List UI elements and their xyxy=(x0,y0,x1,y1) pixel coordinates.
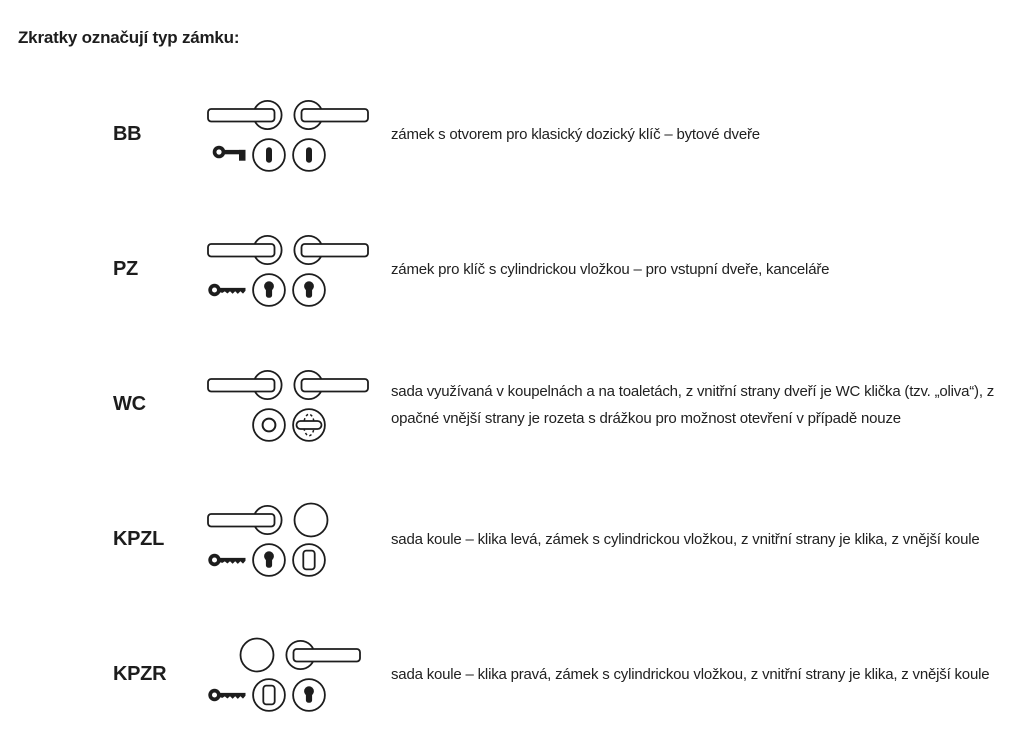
lock-type-row xyxy=(0,607,1011,732)
keyhole-icon-row xyxy=(208,678,391,712)
lever-handle-right-icon xyxy=(293,234,369,266)
lock-type-row xyxy=(0,472,1011,607)
lock-type-row xyxy=(0,67,1011,202)
lock-type-description: sada koule – klika pravá, zámek s cylindrickou vložkou, z vnitřní strany je klika, z vnější koule xyxy=(391,666,990,683)
legend xyxy=(0,67,1011,732)
lock-icons xyxy=(205,637,391,712)
handle-icon-row xyxy=(207,367,391,403)
handle-icon-row xyxy=(207,97,391,133)
lock-type-code: WC xyxy=(113,393,146,415)
lock-icons xyxy=(205,502,391,577)
blind-rosette-icon xyxy=(292,543,326,577)
cylinder-key-icon xyxy=(208,280,246,300)
lock-type-description: sada využívaná v koupelnách a na toaletách, z vnitřní strany dveří je WC klička (tzv. „oliva“), z opačné vnější strany je rozeta s drážkou pro možnost otevření v případě nouze xyxy=(391,382,995,427)
lever-handle-right-icon xyxy=(285,639,361,671)
keyhole-cylinder-rosette-icon xyxy=(252,543,286,577)
lever-handle-left-icon xyxy=(207,234,283,266)
lever-handle-left-icon xyxy=(207,99,283,131)
lock-icons xyxy=(205,232,391,307)
handle-icon-row xyxy=(207,232,391,268)
lock-type-row xyxy=(0,202,1011,337)
keyhole-classic-rosette-icon xyxy=(292,138,326,172)
lock-type-code: KPZR xyxy=(113,663,167,685)
lever-handle-right-icon xyxy=(293,369,369,401)
grooved-rosette-icon xyxy=(252,408,286,442)
page-title: Zkratky označují typ zámku: xyxy=(18,28,240,47)
lever-handle-right-icon xyxy=(293,99,369,131)
keyhole-classic-rosette-icon xyxy=(252,138,286,172)
lock-icons xyxy=(205,97,391,172)
keyhole-cylinder-rosette-icon xyxy=(252,273,286,307)
classic-key-icon xyxy=(212,144,246,166)
lock-type-code: PZ xyxy=(113,258,138,280)
lock-icons xyxy=(205,367,391,442)
lock-type-code: KPZL xyxy=(113,528,165,550)
wc-thumbturn-rosette-icon xyxy=(292,408,326,442)
lock-type-row xyxy=(0,337,1011,472)
keyhole-icon-row xyxy=(212,138,391,172)
knob-ball-icon xyxy=(293,502,329,538)
lever-handle-left-icon xyxy=(207,369,283,401)
blind-rosette-icon xyxy=(252,678,286,712)
lever-handle-left-icon xyxy=(207,504,283,536)
lock-type-description: zámek pro klíč s cylindrickou vložkou – pro vstupní dveře, kanceláře xyxy=(391,261,830,278)
knob-ball-icon xyxy=(239,637,275,673)
lock-type-description: sada koule – klika levá, zámek s cylindrickou vložkou, z vnitřní strany je klika, z vnější koule xyxy=(391,531,980,548)
keyhole-icon-row xyxy=(252,408,391,442)
keyhole-cylinder-rosette-icon xyxy=(292,273,326,307)
handle-icon-row xyxy=(207,502,391,538)
cylinder-key-icon xyxy=(208,550,246,570)
handle-icon-row xyxy=(239,637,391,673)
keyhole-icon-row xyxy=(208,273,391,307)
keyhole-cylinder-rosette-icon xyxy=(292,678,326,712)
lock-type-description: zámek s otvorem pro klasický dozický klíč – bytové dveře xyxy=(391,126,760,143)
keyhole-icon-row xyxy=(208,543,391,577)
lock-type-code: BB xyxy=(113,123,142,145)
cylinder-key-icon xyxy=(208,685,246,705)
